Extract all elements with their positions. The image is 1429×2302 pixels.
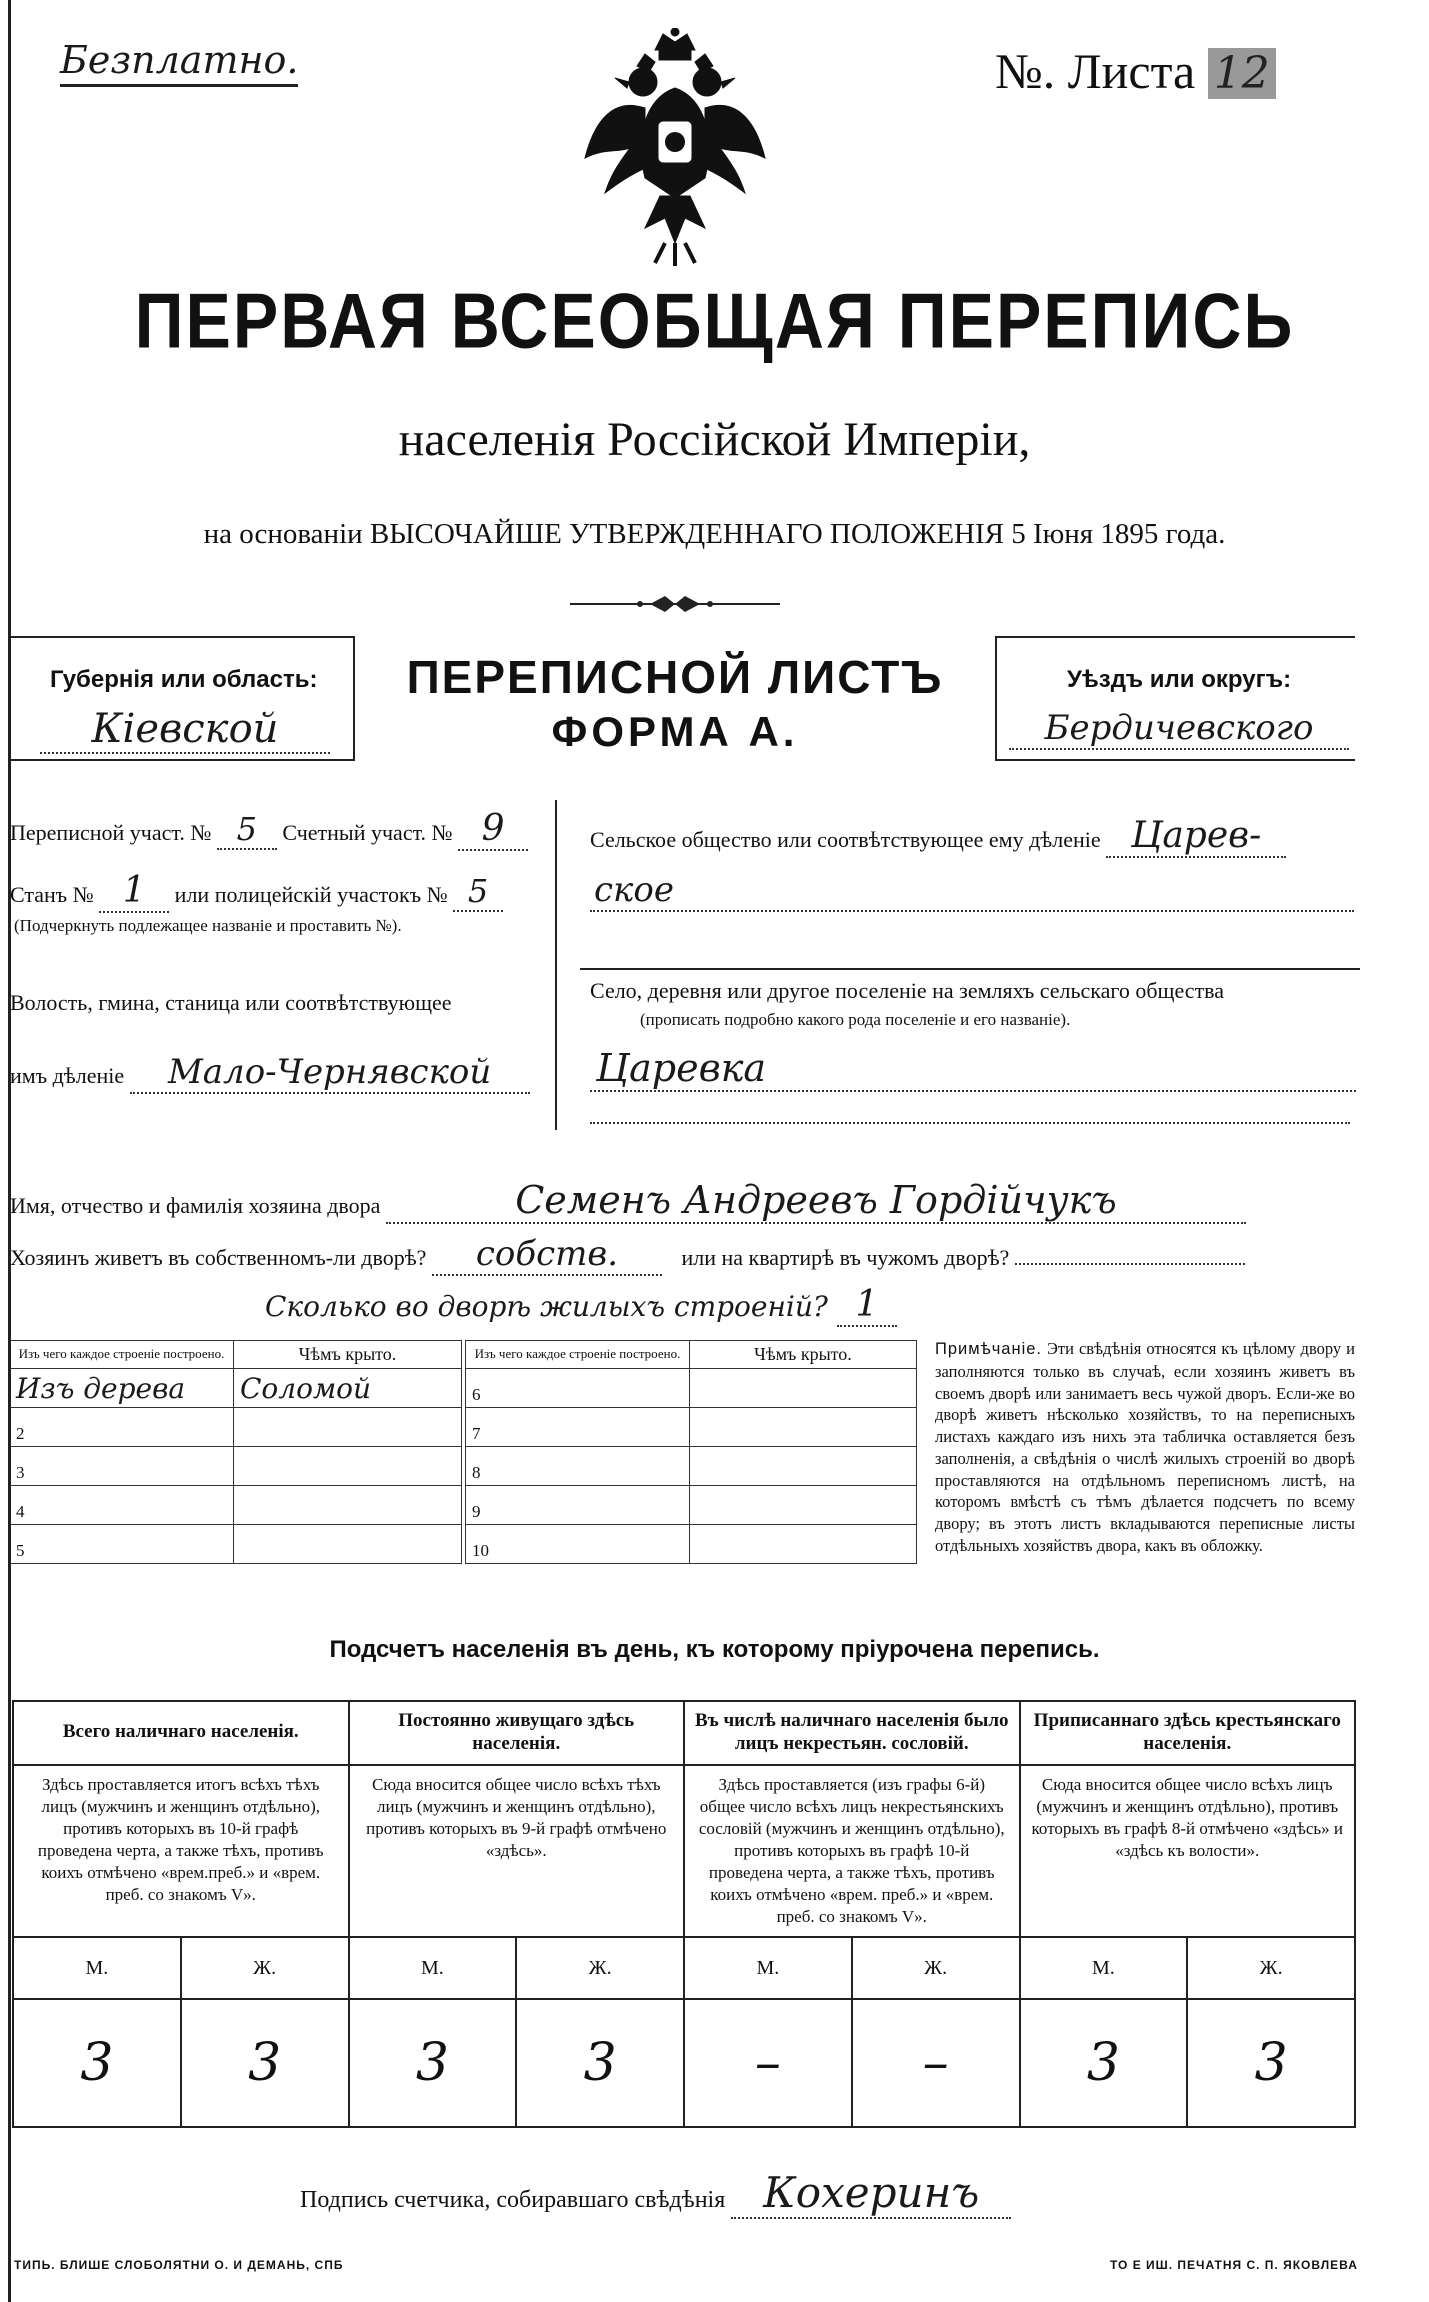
female-label: Ж. [181,1937,349,1999]
owner-name-label: Имя, отчество и фамилія хозяина двора [10,1193,381,1218]
table-row [466,1485,917,1524]
population-values-row [13,1999,1355,2127]
building-number-cell: 2 [10,1407,234,1446]
buildings-row [265,1284,897,1327]
building-roof-cell [690,1485,917,1524]
population-table [12,1700,1356,2128]
owner-rent-value [1015,1263,1245,1265]
building-roof-cell [234,1485,462,1524]
building-number-cell: 8 [466,1446,690,1485]
owner-rent-label: или на квартирѣ въ чужомъ дворѣ? [681,1245,1010,1270]
census-basis-line: на основаніи ВЫСОЧАЙШЕ УТВЕРЖДЕННАГО ПОЛОЖЕНІЯ 5 Іюня 1895 года. [203,518,1226,550]
building-roof-cell [234,1446,462,1485]
gubernia-box [10,636,355,761]
buildings-value: 1 [837,1284,897,1327]
population-col-title: Всего наличнаго населенія. [13,1701,349,1765]
population-col-desc: Сюда вносится общее число всѣхъ тѣхъ лицъ (мужчинъ и женщинъ отдѣльно), противъ которыхъ въ 9-й графѣ отмѣчено «здѣсь». [349,1765,685,1938]
volost-label-2: имъ дѣленіе [10,1063,125,1088]
female-label: Ж. [1187,1937,1355,1999]
table-row [466,1407,917,1446]
table-row [10,1485,462,1524]
society-value-1: Царев- [1106,815,1286,858]
material-col-header: Изъ чего каждое строеніе построено. [466,1341,690,1369]
buildings-table-left [10,1340,462,1564]
male-label: М. [1020,1937,1188,1999]
population-col-desc: Здѣсь проставляется (изъ графы 6-й) общее число всѣхъ лицъ некрестьянскихъ сословій (мужчинъ и женщинъ отдѣльно), противъ которыхъ въ графѣ 10-й проведена черта, а также тѣхъ, противъ коихъ отмѣчено «врем. преб.» и «врем. преб. со знакомъ V». [684,1765,1020,1938]
building-number-cell: 4 [10,1485,234,1524]
building-roof-cell [234,1407,462,1446]
table-row [10,1407,462,1446]
population-col-desc: Сюда вносится общее число всѣхъ лицъ (мужчинъ и женщинъ отдѣльно), противъ которыхъ въ графѣ 8-й отмѣчено «здѣсь» и «здѣсь къ волости». [1020,1765,1356,1938]
building-material-cell: Изъ дерева [10,1368,234,1407]
village-note: (прописать подробно какого рода поселеніе и его названіе). [640,1010,1071,1029]
population-col-title: Приписаннаго здѣсь крестьянскаго населенія. [1020,1701,1356,1765]
female-label: Ж. [852,1937,1020,1999]
female-value: 3 [181,1999,349,2127]
village-value: Царевка [590,1046,1356,1092]
note-text: Эти свѣдѣнія относятся къ цѣлому двору и заполняются только въ случаѣ, если хозяинъ живетъ въ своемъ дворѣ или занимаетъ весь чужой дворъ. Если-же во дворѣ живетъ нѣсколько хозяйствъ, то на переписныхъ листахъ каждаго изъ нихъ эта табличка оставляется безъ заполненія, а свѣдѣнія о числѣ жилыхъ строеній во дворѣ проставляются на отдѣльномъ переписномъ листѣ, на которомъ вмѣстѣ съ тѣмъ дѣлается подсчетъ по всему двору; въ этотъ листъ вкладываются переписные листы отдѣльныхъ хозяйствъ двора, какъ въ обложку. [935,1339,1355,1555]
building-roof-cell [690,1368,917,1407]
printer-right: ТО Е ИШ. ПЕЧАТНЯ С. П. ЯКОВЛЕВА [1110,2258,1358,2272]
material-col-header: Изъ чего каждое строеніе построено. [10,1341,234,1369]
population-heading: Подсчетъ населенія въ день, къ которому пріурочена перепись. [329,1636,1100,1663]
male-value: – [684,1999,852,2127]
uezd-label: Уѣздъ или округъ: [1067,666,1292,693]
male-value: 3 [349,1999,517,2127]
signature-label: Подпись счетчика, собиравшаго свѣдѣнія [300,2187,726,2213]
owner-own-label: Хозяинъ живетъ въ собственномъ-ли дворѣ? [10,1245,427,1270]
gubernia-value: Кіевской [40,706,330,754]
building-number-cell: 10 [466,1524,690,1563]
buildings-label: Сколько во дворѣ жилыхъ строеній? [265,1290,828,1323]
society-value-2: ское [590,870,1354,912]
female-label: Ж. [516,1937,684,1999]
male-label: М. [349,1937,517,1999]
building-roof-cell: Соломой [234,1368,462,1407]
village-extra-line [590,1122,1350,1124]
sheet-number [995,42,1276,100]
table-row [466,1368,917,1407]
female-value: 3 [516,1999,684,2127]
volost-value: Мало-Чернявской [130,1052,530,1094]
building-roof-cell [234,1524,462,1563]
table-row [10,1446,462,1485]
census-area-label: Переписной участ. № [10,820,212,845]
census-area-row [10,808,528,851]
stan-row [10,870,503,913]
volost-label-1: Волость, гмина, станица или соотвѣтствующее [10,990,452,1015]
ornament-divider-icon [570,592,780,616]
table-row [466,1524,917,1563]
population-col-title: Въ числѣ наличнаго населенія было лицъ некрестьян. сословій. [684,1701,1020,1765]
table-row [10,1524,462,1563]
sheet-number-value: 12 [1208,48,1276,99]
count-area-label: Счетный участ. № [282,820,453,845]
village-label: Село, деревня или другое поселеніе на земляхъ сельскаго общества [590,978,1225,1003]
stan-label: Станъ № [10,882,94,907]
note-block [935,1338,1355,1557]
male-label: М. [13,1937,181,1999]
owner-residence-row [10,1234,1245,1276]
fields-divider [555,800,557,1130]
signature-row [300,2168,1011,2219]
population-desc-row [13,1765,1355,1938]
volost-row [10,1052,530,1094]
police-label: или полицейскій участокъ № [174,882,448,907]
building-roof-cell [690,1407,917,1446]
imperial-eagle-crest-icon [575,28,775,268]
form-subtitle: ФОРМА А. [551,708,799,755]
gubernia-label: Губернія или область: [50,666,318,693]
building-number-cell: 3 [10,1446,234,1485]
population-mf-row [13,1937,1355,1999]
owner-own-value: собств. [432,1234,662,1276]
building-number-cell: 9 [466,1485,690,1524]
census-area-value: 5 [217,810,277,850]
uezd-box [995,636,1355,761]
building-roof-cell [690,1446,917,1485]
census-main-title: ПЕРВАЯ ВСЕОБЩАЯ ПЕРЕПИСЬ [134,277,1295,365]
form-title: ПЕРЕПИСНОЙ ЛИСТЪ [406,651,944,703]
society-row [590,815,1286,858]
female-value: 3 [1187,1999,1355,2127]
note-title: Примѣчаніе. [935,1340,1043,1358]
right-fields-separator [580,968,1360,970]
building-number-cell: 7 [466,1407,690,1446]
police-value: 5 [453,872,503,912]
sheet-number-label: №. Листа [995,43,1196,99]
male-label: М. [684,1937,852,1999]
roof-col-header: Чѣмъ крыто. [690,1341,917,1369]
male-value: 3 [13,1999,181,2127]
building-number-cell: 5 [10,1524,234,1563]
free-label: Безплатно. [60,38,298,87]
roof-col-header: Чѣмъ крыто. [234,1341,462,1369]
female-value: – [852,1999,1020,2127]
society-label: Сельское общество или соотвѣтствующее ему дѣленіе [590,827,1101,852]
building-number-cell: 6 [466,1368,690,1407]
population-col-desc: Здѣсь проставляется итогъ всѣхъ тѣхъ лицъ (мужчинъ и женщинъ отдѣльно), противъ которыхъ въ 10-й графѣ проведена черта, а также тѣхъ, противъ коихъ отмѣчено «врем.преб.» и «врем. преб. со знакомъ V». [13,1765,349,1938]
table-row [466,1446,917,1485]
printer-left: ТИПЬ. БЛИШЕ СЛОБОЛЯТНИ О. И ДЕМАНЬ, СПБ [14,2258,344,2272]
table-row [10,1368,462,1407]
male-value: 3 [1020,1999,1188,2127]
uezd-value: Бердичевского [1009,708,1349,750]
building-roof-cell [690,1524,917,1563]
signature-value: Кохеринъ [731,2168,1011,2219]
census-subtitle: населенія Россійской Имперіи, [398,413,1031,466]
buildings-table-right [465,1340,917,1564]
count-area-value: 9 [458,808,528,851]
underline-note: (Подчеркнуть подлежащее названіе и проставить №). [14,916,402,935]
owner-name-row [10,1178,1246,1224]
population-col-title: Постоянно живущаго здѣсь населенія. [349,1701,685,1765]
owner-name-value: Семенъ Андреевъ Гордійчукъ [386,1178,1246,1224]
population-titles-row [13,1701,1355,1765]
stan-value: 1 [99,870,169,913]
